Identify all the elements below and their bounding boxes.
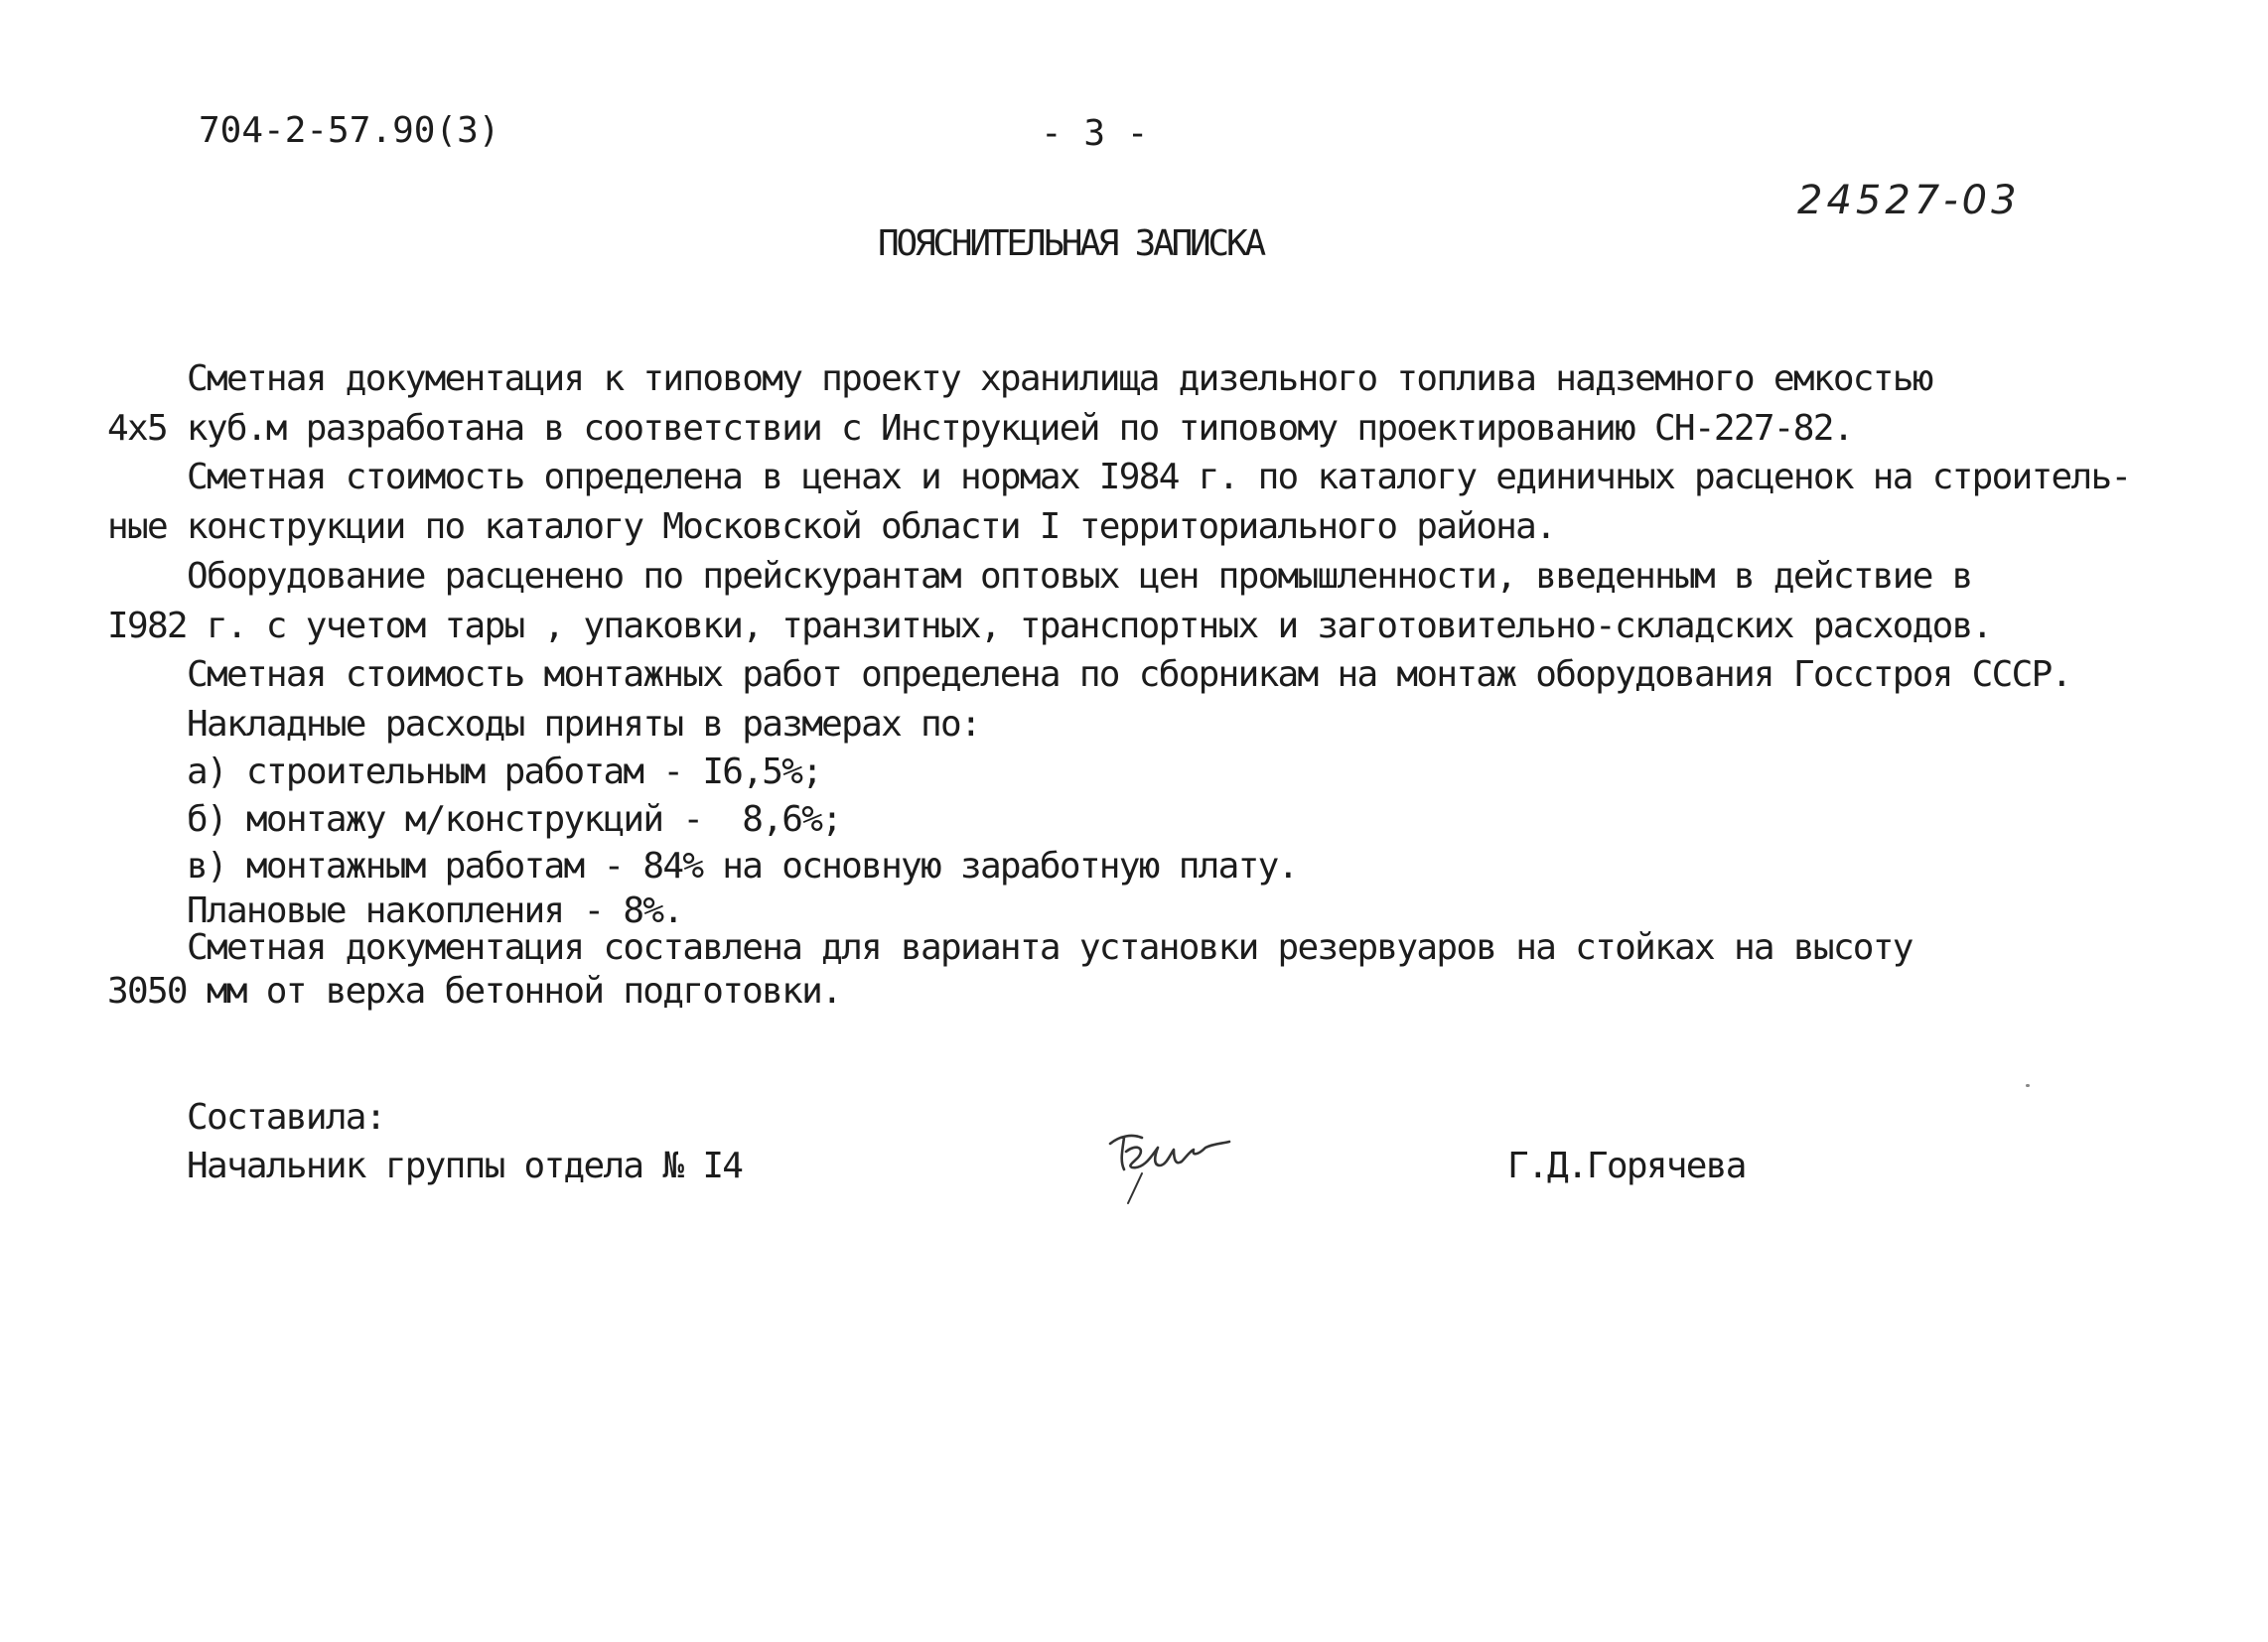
body-line: Сметная стоимость монтажных работ определена по сборникам на монтаж оборудования Госстроя СССР.: [187, 654, 2071, 695]
body-line: Оборудование расценено по прейскурантам оптовых цен промышленности, введенным в действие в: [187, 556, 1972, 597]
page-number: - 3 -: [1041, 113, 1149, 154]
list-item: б) монтажу м/конструкций - 8,6%;: [187, 799, 842, 840]
author-position: Начальник группы отдела № I4: [187, 1146, 743, 1186]
body-line: Накладные расходы приняты в размерах по:: [187, 704, 980, 745]
body-line: Сметная стоимость определена в ценах и нормах I984 г. по каталогу единичных расценок на строитель-: [187, 457, 2131, 497]
body-line: Сметная документация к типовому проекту хранилища дизельного топлива надземного емкостью: [187, 358, 1932, 399]
compiled-by-label: Составила:: [187, 1097, 385, 1138]
list-item: в) монтажным работам - 84% на основную заработную плату.: [187, 846, 1298, 887]
signature-image: [1102, 1122, 1241, 1211]
body-line: I982 г. с учетом тары , упаковки, транзитных, транспортных и заготовительно-складских расходов.: [107, 606, 1992, 646]
list-item: а) строительным работам - I6,5%;: [187, 752, 822, 792]
document-code: 704-2-57.90(3): [199, 110, 500, 151]
body-line: 4х5 куб.м разработана в соответствии с Инструкцией по типовому проектированию СН-227-82.: [107, 408, 1853, 449]
page-title: ПОЯСНИТЕЛЬНАЯ ЗАПИСКА: [878, 223, 1263, 264]
author-name: Г.Д.Горячева: [1507, 1146, 1746, 1186]
handwritten-archive-number: 24527-03: [1797, 178, 2021, 223]
scan-speck: [2026, 1084, 2030, 1087]
body-line: ные конструкции по каталогу Московской области I территориального района.: [107, 506, 1556, 547]
body-line: Сметная документация составлена для варианта установки резервуаров на стойках на высоту: [187, 927, 1913, 968]
body-line: Плановые накопления - 8%.: [187, 890, 683, 931]
body-line: 3050 мм от верха бетонной подготовки.: [107, 971, 842, 1012]
